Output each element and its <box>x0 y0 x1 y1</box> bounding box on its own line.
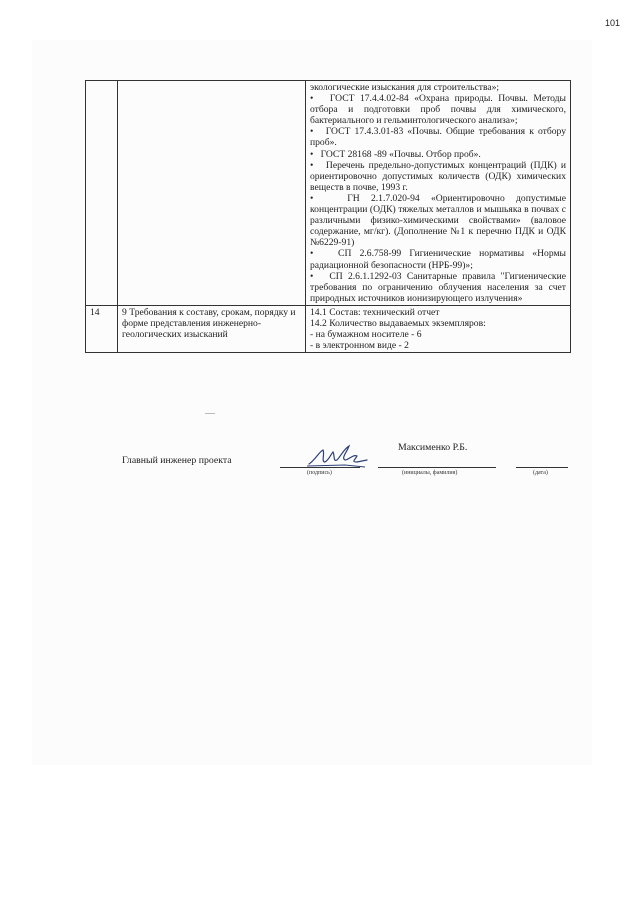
list-item: • ГОСТ 17.4.3.01-83 «Почвы. Общие требования к отбору проб». <box>310 126 566 148</box>
list-item: - на бумажном носителе - 6 <box>310 329 422 341</box>
row-number-cell: 14 <box>86 305 118 352</box>
list-item: - в электронном виде - 2 <box>310 340 409 352</box>
list-item: • ГОСТ 17.4.4.02-84 «Охрана природы. Почвы. Методы отбора и подготовки проб почвы для химического, бактериального и гельминтологического анализа»; <box>310 93 566 126</box>
list-item: 14.2 Количество выдаваемых экземпляров: <box>310 317 486 329</box>
section-cell: 9 Требования к составу, срокам, порядку и форме представления инженерно-геологических изысканий <box>118 305 306 352</box>
signature-caption: (подпись) <box>307 470 332 476</box>
content-cell <box>306 81 571 306</box>
requirements-table <box>85 80 571 353</box>
list-item: • ГОСТ 28168 -89 «Почвы. Отбор проб». <box>310 149 566 160</box>
table-row <box>86 81 571 306</box>
row-number-cell <box>86 81 118 306</box>
list-item: • СП 2.6.758-99 Гигиенические нормативы «Нормы радиационной безопасности (НРБ-99)»; <box>310 248 566 270</box>
list-item: экологические изыскания для строительства»; <box>310 82 500 93</box>
name-line <box>378 467 496 468</box>
list-item: 14.1 Состав: технический отчет <box>310 306 440 318</box>
table-row <box>86 305 571 352</box>
page-number: 101 <box>604 18 620 28</box>
list-item: • ГН 2.1.7.020-94 «Ориентировочно допустимые концентрации (ОДК) тяжелых металлов и мышьяка в почвах с различными физико-химическими свойствами» (валовое содержание, мг/кг). (Дополнение №1 к перечню ПДК и ОДК №6229-91) <box>310 193 566 248</box>
section-cell <box>118 81 306 306</box>
handwritten-signature <box>305 440 377 470</box>
deliverables-list <box>310 307 566 351</box>
date-line <box>516 467 568 468</box>
date-caption: (дата) <box>533 470 548 476</box>
list-item: • СП 2.6.1.1292-03 Санитарные правила "Гигиенические требования по ограничению облучения населения за счет природных источников ионизирующего излучения» <box>310 271 566 304</box>
signer-name: Максименко Р.Б. <box>398 442 468 453</box>
scan-mark <box>205 413 215 414</box>
content-cell <box>306 305 571 352</box>
signature-block <box>0 440 640 500</box>
list-item: • Перечень предельно-допустимых концентраций (ПДК) и ориентировочно допустимых количеств (ОДК) химических веществ в почве, 1993 г. <box>310 160 566 193</box>
signature-line <box>280 467 360 468</box>
name-caption: (инициалы, фамилия) <box>402 470 458 476</box>
standards-list <box>310 82 566 304</box>
signer-role: Главный инженер проекта <box>122 455 232 466</box>
